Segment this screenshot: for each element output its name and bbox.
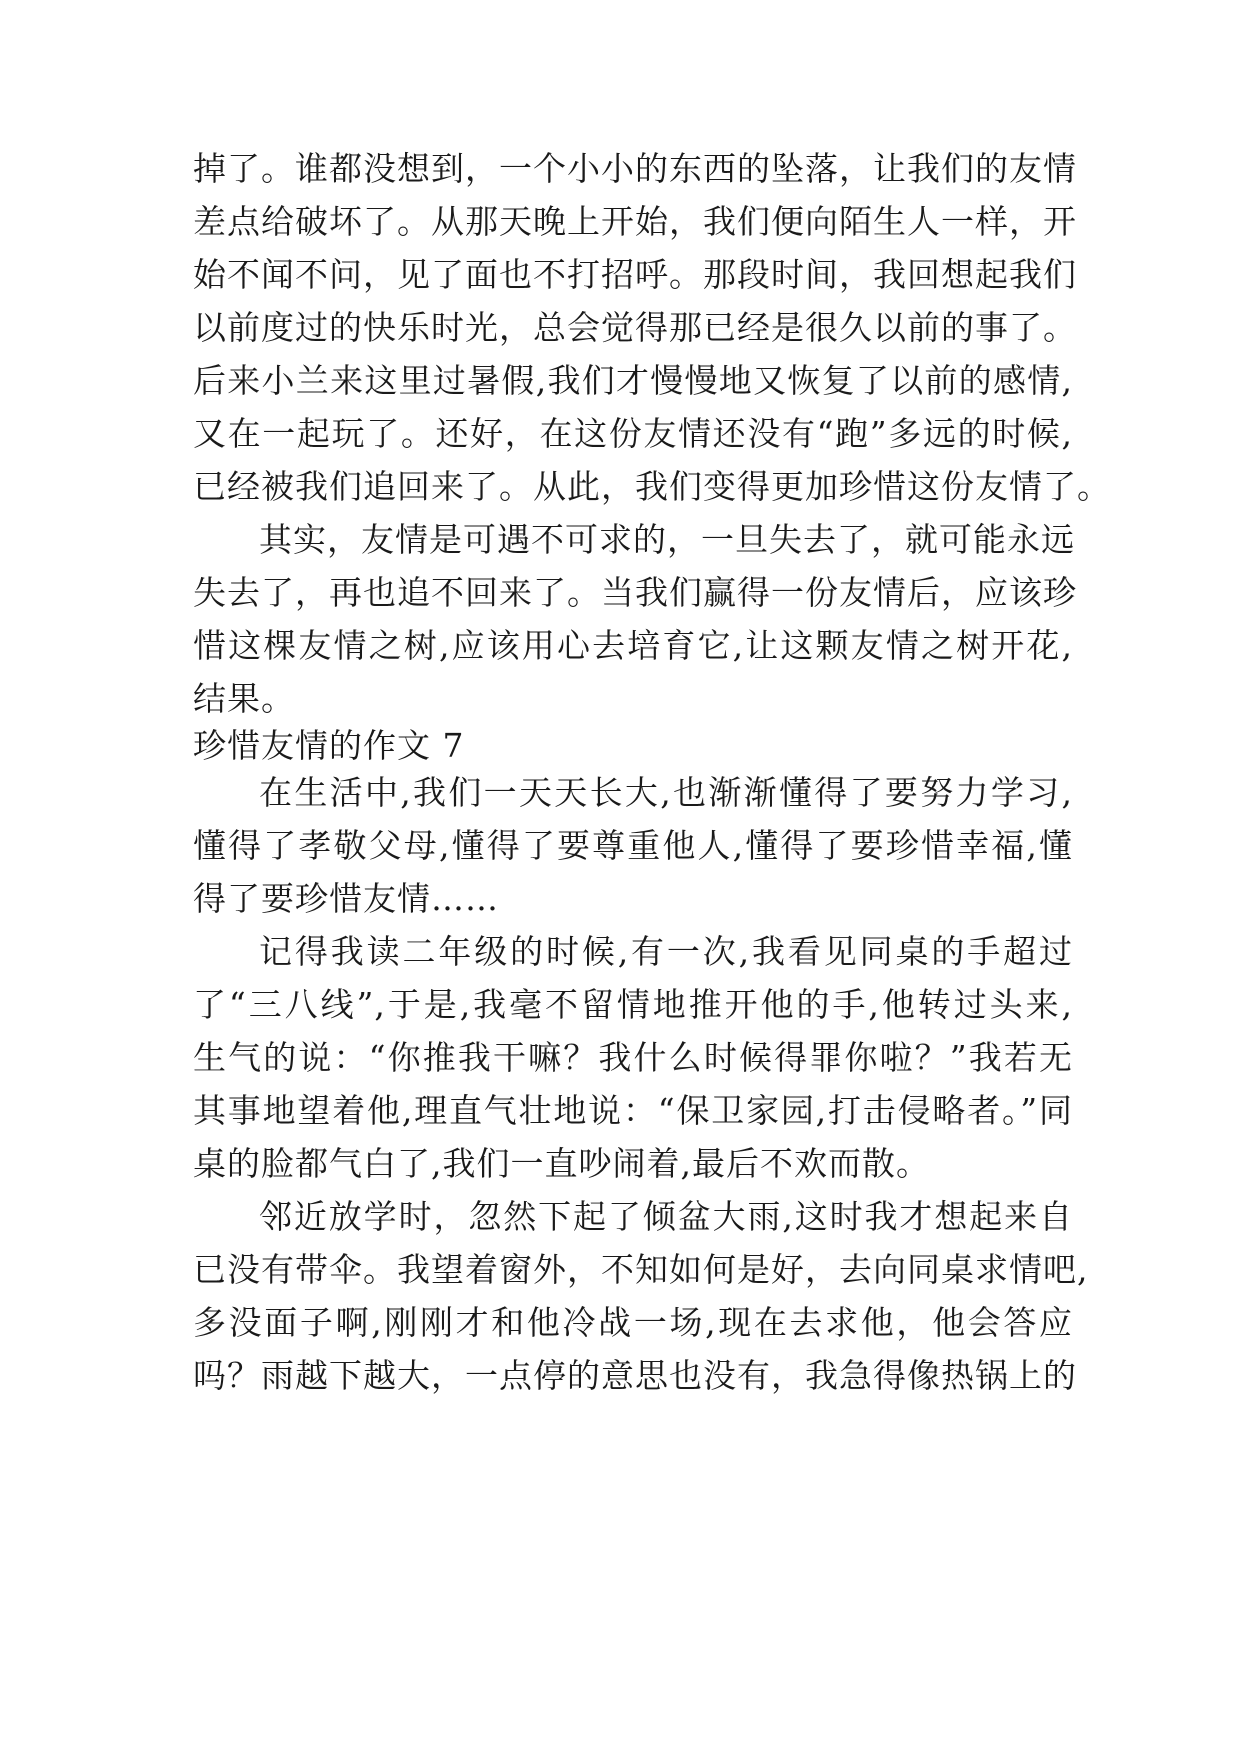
text-line: 惜这棵友情之树,应该用心去培育它,让这颗友情之树开花,	[193, 626, 1073, 665]
text-line: 掉了。谁都没想到，一个小小的东西的坠落，让我们的友情	[193, 149, 1077, 188]
text-line: 以前度过的快乐时光，总会觉得那已经是很久以前的事了。	[193, 308, 1077, 347]
text-line: 失去了，再也追不回来了。当我们赢得一份友情后，应该珍	[193, 573, 1077, 612]
text-line: 差点给破坏了。从那天晚上开始，我们便向陌生人一样，开	[193, 202, 1077, 241]
text-line: 多没面子啊,刚刚才和他冷战一场,现在去求他，他会答应	[193, 1303, 1073, 1342]
text-line: 后来小兰来这里过暑假,我们才慢慢地又恢复了以前的感情,	[193, 361, 1073, 400]
text-line: 在生活中,我们一天天长大,也渐渐懂得了要努力学习,	[259, 773, 1073, 812]
text-line: 了“三八线”,于是,我毫不留情地推开他的手,他转过头来,	[193, 985, 1073, 1024]
text-line: 生气的说：“你推我干嘛？我什么时候得罪你啦？”我若无	[193, 1038, 1073, 1077]
text-line: 始不闻不问，见了面也不打招呼。那段时间，我回想起我们	[193, 255, 1077, 294]
text-line: 结果。	[193, 679, 295, 718]
text-line: 其实，友情是可遇不可求的，一旦失去了，就可能永远	[259, 520, 1075, 559]
text-line: 得了要珍惜友情……	[193, 879, 499, 918]
text-line: 已没有带伞。我望着窗外，不知如何是好，去向同桌求情吧,	[193, 1250, 1089, 1289]
text-line: 其事地望着他,理直气壮地说：“保卫家园,打击侵略者。”同	[193, 1091, 1073, 1130]
text-line: 懂得了孝敬父母,懂得了要尊重他人,懂得了要珍惜幸福,懂	[193, 826, 1073, 865]
section-heading: 珍惜友情的作文 7	[193, 726, 465, 765]
text-line: 记得我读二年级的时候,有一次,我看见同桌的手超过	[259, 932, 1073, 971]
text-line: 吗？雨越下越大，一点停的意思也没有，我急得像热锅上的	[193, 1356, 1077, 1395]
text-line: 邻近放学时，忽然下起了倾盆大雨,这时我才想起来自	[259, 1197, 1073, 1236]
text-line: 又在一起玩了。还好，在这份友情还没有“跑”多远的时候,	[193, 414, 1073, 453]
text-line: 桌的脸都气白了,我们一直吵闹着,最后不欢而散。	[193, 1144, 930, 1183]
text-line: 已经被我们追回来了。从此，我们变得更加珍惜这份友情了。	[193, 467, 1111, 506]
